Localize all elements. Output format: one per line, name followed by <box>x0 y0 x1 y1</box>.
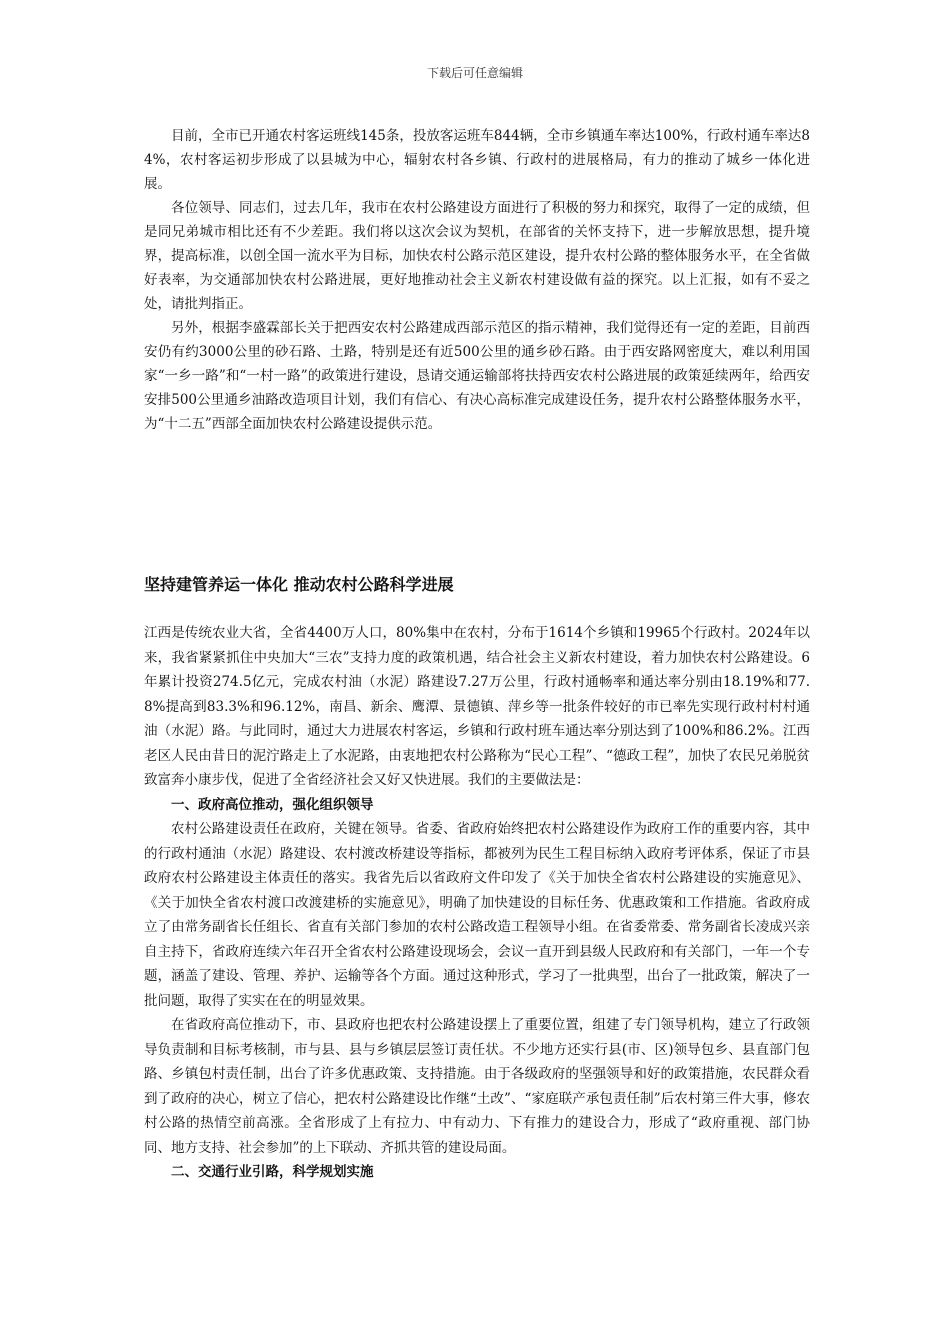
section-1-paragraph-1: 农村公路建设责任在政府，关键在领导。省委、省政府始终把农村公路建设作为政府工作的重要内容，其中的行政村通油（水泥）路建设、农村渡改桥建设等指标，都被列为民生工程目标纳入政府考评体系，保证了市县政府农村公路建设主体责任的落实。我省先后以省政府文件印发了《关于加快全省农村公路建设的实施意见》、《关于加快全省农村渡口改渡建桥的实施意见》，明确了加快建设的目标任务、优惠政策和工作措施。省政府成立了由常务副省长任组长、省直有关部门参加的农村公路改造工程领导小组。在省委常委、常务副省长凌成兴亲自主持下，省政府连续六年召开全省农村公路建设现场会，会议一直开到县级人民政府和有关部门，一年一个专题，涵盖了建设、管理、养护、运输等各个方面。通过这种形式，学习了一批典型，出台了一批政策，解决了一批问题，取得了实实在在的明显效果。 <box>144 821 810 1009</box>
article-title: 坚持建管养运一体化 推动农村公路科学进展 <box>144 575 454 594</box>
intro-paragraph-3: 另外，根据李盛霖部长关于把西安农村公路建成西部示范区的指示精神，我们觉得还有一定的差距，目前西安仍有约3000公里的砂石路、土路，特别是还有近500公里的通乡砂石路。由于西安路网密度大，难以利用国家“一乡一路”和“一村一路”的政策进行建设，恳请交通运输部将扶持西安农村公路进展的政策延续两年，给西安安排500公里通乡油路改造项目计划，我们有信心、有决心高标准完成建设任务，提升农村公路整体服务水平，为“十二五”西部全面加快农村公路建设提供示范。 <box>144 320 810 432</box>
page-header: 下载后可任意编辑 <box>426 66 523 80</box>
section-2-heading: 二、交通行业引路，科学规划实施 <box>171 1164 374 1180</box>
article-body <box>144 621 810 1185</box>
intro-section <box>144 124 810 436</box>
section-1-paragraph-2: 在省政府高位推动下，市、县政府也把农村公路建设摆上了重要位置，组建了专门领导机构，建立了行政领导负责制和目标考核制，市与县、县与乡镇层层签订责任状。不少地方还实行县(市、区)领导包乡、县直部门包路、乡镇包村责任制，出台了许多优惠政策、支持措施。由于各级政府的坚强领导和好的政策措施，农民群众看到了政府的决心，树立了信心，把农村公路建设比作继“土改”、“家庭联产承包责任制”后农村第三件大事，修农村公路的热情空前高涨。全省形成了上有拉力、中有动力、下有推力的建设合力，形成了“政府重视、部门协同、地方支持、社会参加”的上下联动、齐抓共管的建设局面。 <box>144 1017 810 1156</box>
intro-paragraph-1: 目前，全市已开通农村客运班线145条，投放客运班车844辆，全市乡镇通车率达100%，行政村通车率达84%，农村客运初步形成了以县城为中心，辐射农村各乡镇、行政村的进展格局，有力的推动了城乡一体化进展。 <box>144 128 810 192</box>
section-1-heading: 一、政府高位推动，强化组织领导 <box>171 796 374 813</box>
intro-paragraph-2: 各位领导、同志们，过去几年，我市在农村公路建设方面进行了积极的努力和探究，取得了一定的成绩，但是同兄弟城市相比还有不少差距。我们将以这次会议为契机，在部省的关怀支持下，进一步解放思想，提升境界，提高标准，以创全国一流水平为目标，加快农村公路示范区建设，提升农村公路的整体服务水平，在全省做好表率，为交通部加快农村公路进展，更好地推动社会主义新农村建设做有益的探究。以上汇报，如有不妥之处，请批判指正。 <box>144 200 810 312</box>
article-opening-paragraph: 江西是传统农业大省，全省4400万人口，80%集中在农村，分布于1614个乡镇和19965个行政村。2024年以来，我省紧紧抓住中央加大“三农”支持力度的政策机遇，结合社会主义新农村建设，着力加快农村公路建设。6年累计投资274.5亿元，完成农村油（水泥）路建设7.27万公里，行政村通畅率和通达率分别由18.19%和77.8%提高到83.3%和96.12%，南昌、新余、鹰潭、景德镇、萍乡等一批条件较好的市已率先实现行政村村村通油（水泥）路。与此同时，通过大力进展农村客运，乡镇和行政村班车通达率分别达到了100%和86.2%。江西老区人民由昔日的泥泞路走上了水泥路，由衷地把农村公路称为“民心工程”、“德政工程”，加快了农民兄弟脱贫致富奔小康步伐，促进了全省经济社会又好又快进展。我们的主要做法是： <box>144 625 810 788</box>
